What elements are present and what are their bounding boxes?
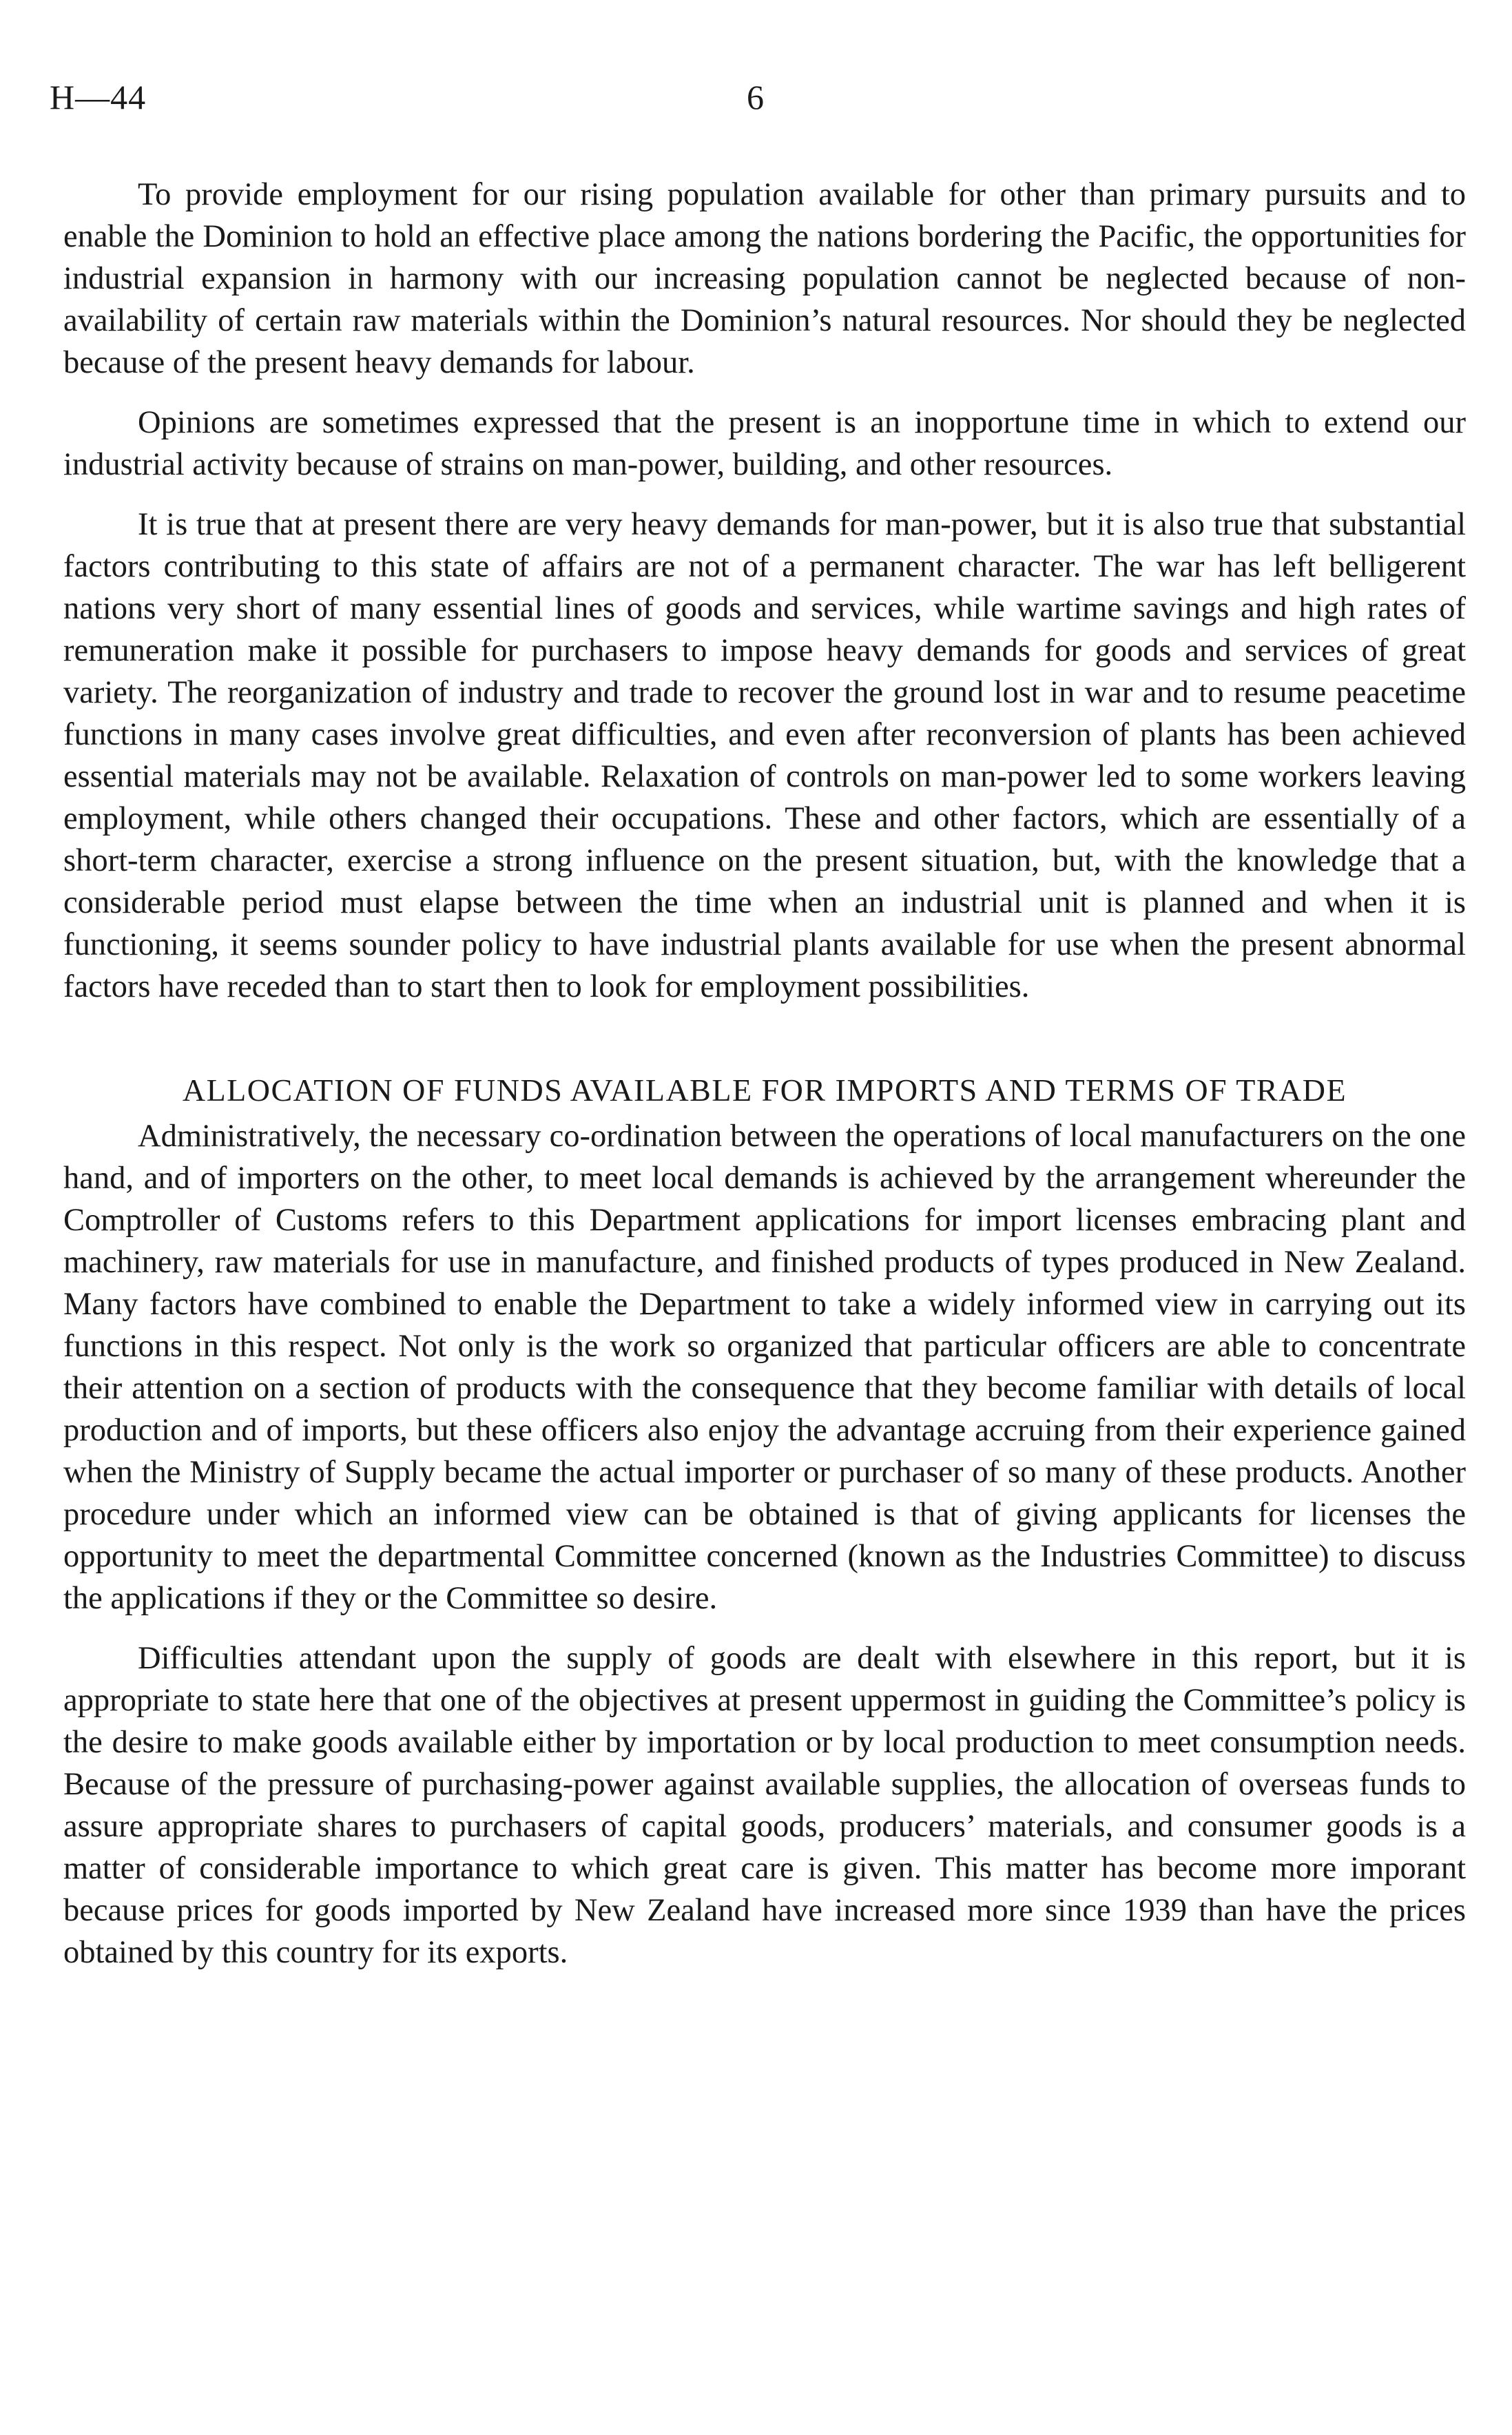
body-paragraph: To provide employment for our rising population available for other than primary pursuits and to enable the Dominion to hold an effective place among the nations bordering the Pacific, the opportunities for industrial expansion in harmony with our increasing population cannot be neglected because of non-availability of certain raw materials within the Dominion’s natural resources. Nor should they be neglected because of the present heavy demands for labour. bbox=[63, 177, 1466, 380]
section-paragraph: Difficulties attendant upon the supply of goods are dealt with elsewhere in this report, but it is appropriate to state here that one of the objectives at present uppermost in guiding the Committee’s policy is the desire to make goods available either by importation or by local production to meet consumption needs. Because of the pressure of purchasing-power against available supplies, the allocation of overseas funds to assure appropriate shares to purchasers of capital goods, producers’ materials, and consumer goods is a matter of considerable importance to which great care is given. This matter has become more imporant because prices for goods imported by New Zealand have increased more since 1939 than have the prices obtained by this country for its exports. bbox=[63, 1641, 1466, 1970]
page-number: 6 bbox=[747, 78, 764, 116]
document-reference: H—44 bbox=[50, 78, 147, 116]
section-heading: ALLOCATION OF FUNDS AVAILABLE FOR IMPORTS AND TERMS OF TRADE bbox=[182, 1073, 1347, 1108]
page-body bbox=[63, 174, 1466, 1991]
page-header bbox=[50, 77, 1462, 132]
body-paragraph: Opinions are sometimes expressed that the present is an inopportune time in which to extend our industrial activity because of strains on man-power, building, and other resources. bbox=[63, 405, 1466, 482]
section-paragraph: Administratively, the necessary co-ordination between the operations of local manufacturers on the one hand, and of importers on the other, to meet local demands is achieved by the arrangement whereunder the Comptroller of Customs refers to this Department applications for import licenses embracing plant and machinery, raw materials for use in manufacture, and finished products of types produced in New Zealand. Many factors have combined to enable the Department to take a widely informed view in carrying out its functions in this respect. Not only is the work so organized that particular officers are able to concentrate their attention on a section of products with the consequence that they become familiar with details of local production and of imports, but these officers also enjoy the advantage accruing from their experience gained when the Ministry of Supply became the actual importer or purchaser of so many of these products. Another procedure under which an informed view can be obtained is that of giving applicants for licenses the opportunity to meet the departmental Committee concerned (known as the Industries Committee) to discuss the applications if they or the Committee so desire. bbox=[63, 1119, 1466, 1616]
body-paragraph: It is true that at present there are very heavy demands for man-power, but it is also true that substantial factors contributing to this state of affairs are not of a permanent character. The war has left belligerent nations very short of many essential lines of goods and services, while wartime savings and high rates of remuneration make it possible for purchasers to impose heavy demands for goods and services of great variety. The reorganization of industry and trade to recover the ground lost in war and to resume peacetime functions in many cases involve great difficulties, and even after reconversion of plants has been achieved essential materials may not be available. Relaxation of controls on man-power led to some workers leaving employment, while others changed their occupations. These and other factors, which are essentially of a short-term character, exercise a strong influence on the present situation, but, with the knowledge that a considerable period must elapse between the time when an industrial unit is planned and when it is functioning, it seems sounder policy to have industrial plants available for use when the present abnormal factors have receded than to start then to look for employment possibilities. bbox=[63, 507, 1466, 1004]
